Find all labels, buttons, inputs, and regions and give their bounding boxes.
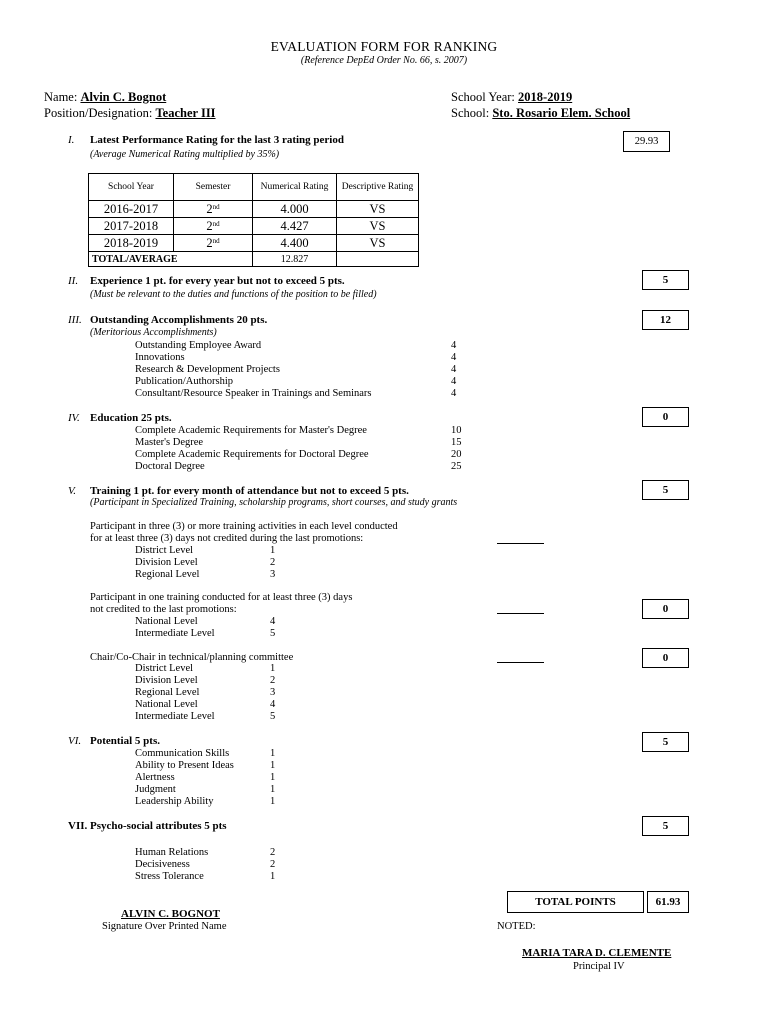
sec4-number: IV. — [68, 412, 80, 424]
list-item-points: 4 — [270, 616, 276, 627]
list-item: Consultant/Resource Speaker in Trainings and Seminars — [135, 388, 372, 399]
col-descriptive-rating: Descriptive Rating — [337, 174, 419, 201]
training-group-a-line1: Participant in three (3) or more training activities in each level conducted — [90, 521, 398, 532]
cell-descriptive: VS — [337, 235, 419, 252]
list-item-points: 2 — [270, 675, 276, 686]
total-points-label: TOTAL POINTS — [507, 891, 644, 913]
list-item-points: 20 — [451, 449, 462, 460]
cell-descriptive: VS — [337, 201, 419, 218]
school-row — [451, 106, 630, 121]
sec1-note: (Average Numerical Rating multiplied by 35%) — [90, 149, 280, 160]
cell-year: 2017-2018 — [89, 218, 174, 235]
school-year-value: 2018-2019 — [518, 90, 573, 104]
training-group-c-score-box: 0 — [642, 648, 689, 668]
list-item-points: 1 — [270, 796, 276, 807]
list-item-points: 3 — [270, 687, 276, 698]
sec6-title: Potential 5 pts. — [90, 735, 160, 747]
total-average-value: 12.827 — [253, 252, 337, 267]
training-group-b-line1: Participant in one training conducted for at least three (3) days — [90, 592, 353, 603]
list-item: Publication/Authorship — [135, 376, 233, 387]
noted-label: NOTED: — [497, 921, 536, 932]
list-item-points: 1 — [270, 663, 276, 674]
cell-semester: 2nd — [174, 218, 253, 235]
list-item: National Level — [135, 616, 198, 627]
list-item: District Level — [135, 663, 194, 674]
list-item: Decisiveness — [135, 859, 190, 870]
teacher-name: Alvin C. Bognot — [80, 90, 167, 104]
sec5-title: Training 1 pt. for every month of attendance but not to exceed 5 pts. — [90, 485, 409, 497]
sec5-note: (Participant in Specialized Training, scholarship programs, short courses, and study grants — [90, 497, 458, 508]
sec3-title: Outstanding Accomplishments 20 pts. — [90, 314, 268, 326]
list-item-points: 1 — [270, 545, 276, 556]
list-item: Judgment — [135, 784, 176, 795]
total-average-label: TOTAL/AVERAGE — [89, 252, 253, 267]
list-item-points: 5 — [270, 628, 276, 639]
list-item: Complete Academic Requirements for Doctoral Degree — [135, 449, 369, 460]
col-semester: Semester — [174, 174, 253, 201]
list-item: National Level — [135, 699, 198, 710]
cell-year: 2018-2019 — [89, 235, 174, 252]
cell-year: 2016-2017 — [89, 201, 174, 218]
sec1-score-box: 29.93 — [623, 131, 670, 152]
cell-numeric: 4.427 — [253, 218, 337, 235]
sec5-number: V. — [68, 485, 77, 497]
list-item: Division Level — [135, 557, 198, 568]
principal-name: MARIA TARA D. CLEMENTE — [522, 947, 672, 959]
sec6-score-box: 5 — [642, 732, 689, 752]
training-group-b-blank — [497, 613, 544, 614]
list-item-points: 1 — [270, 871, 276, 882]
position-label: Position/Designation: — [44, 106, 156, 120]
signer-caption: Signature Over Printed Name — [102, 921, 227, 932]
sec2-score-box: 5 — [642, 270, 689, 290]
list-item: Doctoral Degree — [135, 461, 205, 472]
table-row — [89, 218, 419, 235]
sec1-number: I. — [68, 134, 75, 146]
list-item-points: 15 — [451, 437, 462, 448]
sec4-score-box: 0 — [642, 407, 689, 427]
list-item: Regional Level — [135, 687, 200, 698]
sec5-score-box: 5 — [642, 480, 689, 500]
list-item: Intermediate Level — [135, 711, 215, 722]
sec3-number: III. — [68, 314, 82, 326]
list-item-points: 10 — [451, 425, 462, 436]
sec1-title: Latest Performance Rating for the last 3 rating period — [90, 134, 344, 146]
school-year-row — [451, 90, 572, 105]
school-value: Sto. Rosario Elem. School — [492, 106, 631, 120]
list-item: Communication Skills — [135, 748, 230, 759]
list-item-points: 2 — [270, 847, 276, 858]
list-item-points: 1 — [270, 760, 276, 771]
list-item: Outstanding Employee Award — [135, 340, 262, 351]
sec7-title: VII. Psycho-social attributes 5 pts — [68, 820, 227, 832]
list-item-points: 4 — [451, 352, 457, 363]
list-item-points: 1 — [270, 748, 276, 759]
cell-numeric: 4.400 — [253, 235, 337, 252]
list-item-points: 4 — [451, 388, 457, 399]
list-item: Alertness — [135, 772, 175, 783]
training-group-c-blank — [497, 662, 544, 663]
list-item: Master's Degree — [135, 437, 204, 448]
total-points-value: 61.93 — [647, 891, 689, 913]
position-value: Teacher III — [155, 106, 216, 120]
form-title: EVALUATION FORM FOR RANKING — [270, 39, 498, 54]
school-label: School: — [451, 106, 493, 120]
position-row — [44, 106, 216, 121]
list-item: Ability to Present Ideas — [135, 760, 234, 771]
sec7-score-box: 5 — [642, 816, 689, 836]
training-group-b-score-box: 0 — [642, 599, 689, 619]
rating-table — [88, 173, 419, 267]
list-item-points: 2 — [270, 859, 276, 870]
list-item: Human Relations — [135, 847, 209, 858]
table-row — [89, 201, 419, 218]
signer-name: ALVIN C. BOGNOT — [121, 908, 220, 920]
list-item: Innovations — [135, 352, 185, 363]
name-row — [44, 90, 166, 105]
list-item-points: 4 — [451, 376, 457, 387]
sec2-note: (Must be relevant to the duties and functions of the position to be filled) — [90, 289, 377, 300]
training-group-a-line2: for at least three (3) days not credited during the last promotions: — [90, 533, 364, 544]
cell-numeric: 4.000 — [253, 201, 337, 218]
list-item-points: 4 — [270, 699, 276, 710]
rating-table-header — [89, 174, 419, 201]
list-item-points: 3 — [270, 569, 276, 580]
list-item: Intermediate Level — [135, 628, 215, 639]
col-school-year: School Year — [89, 174, 174, 201]
list-item-points: 4 — [451, 340, 457, 351]
total-average-empty — [337, 252, 419, 267]
sec6-number: VI. — [68, 735, 82, 747]
sec2-title: Experience 1 pt. for every year but not to exceed 5 pts. — [90, 275, 345, 287]
training-group-c-line1: Chair/Co-Chair in technical/planning committee — [90, 652, 294, 663]
list-item: Division Level — [135, 675, 198, 686]
list-item-points: 4 — [451, 364, 457, 375]
list-item-points: 1 — [270, 772, 276, 783]
list-item: District Level — [135, 545, 194, 556]
sec4-title: Education 25 pts. — [90, 412, 172, 424]
training-group-a-blank — [497, 543, 544, 544]
list-item: Research & Development Projects — [135, 364, 280, 375]
sec3-note: (Meritorious Accomplishments) — [90, 327, 217, 338]
list-item: Leadership Ability — [135, 796, 214, 807]
sec2-number: II. — [68, 275, 79, 287]
table-total-row — [89, 252, 419, 267]
table-row — [89, 235, 419, 252]
list-item: Regional Level — [135, 569, 200, 580]
principal-title: Principal IV — [573, 961, 625, 972]
list-item-points: 1 — [270, 784, 276, 795]
training-group-b-line2: not credited to the last promotions: — [90, 604, 237, 615]
list-item-points: 25 — [451, 461, 462, 472]
list-item-points: 5 — [270, 711, 276, 722]
name-label: Name: — [44, 90, 81, 104]
list-item-points: 2 — [270, 557, 276, 568]
col-numerical-rating: Numerical Rating — [253, 174, 337, 201]
school-year-label: School Year: — [451, 90, 519, 104]
sec3-score-box: 12 — [642, 310, 689, 330]
cell-semester: 2nd — [174, 235, 253, 252]
list-item: Complete Academic Requirements for Master's Degree — [135, 425, 367, 436]
form-subtitle: (Reference DepEd Order No. 66, s. 2007) — [300, 55, 468, 66]
list-item: Stress Tolerance — [135, 871, 204, 882]
cell-descriptive: VS — [337, 218, 419, 235]
cell-semester: 2nd — [174, 201, 253, 218]
